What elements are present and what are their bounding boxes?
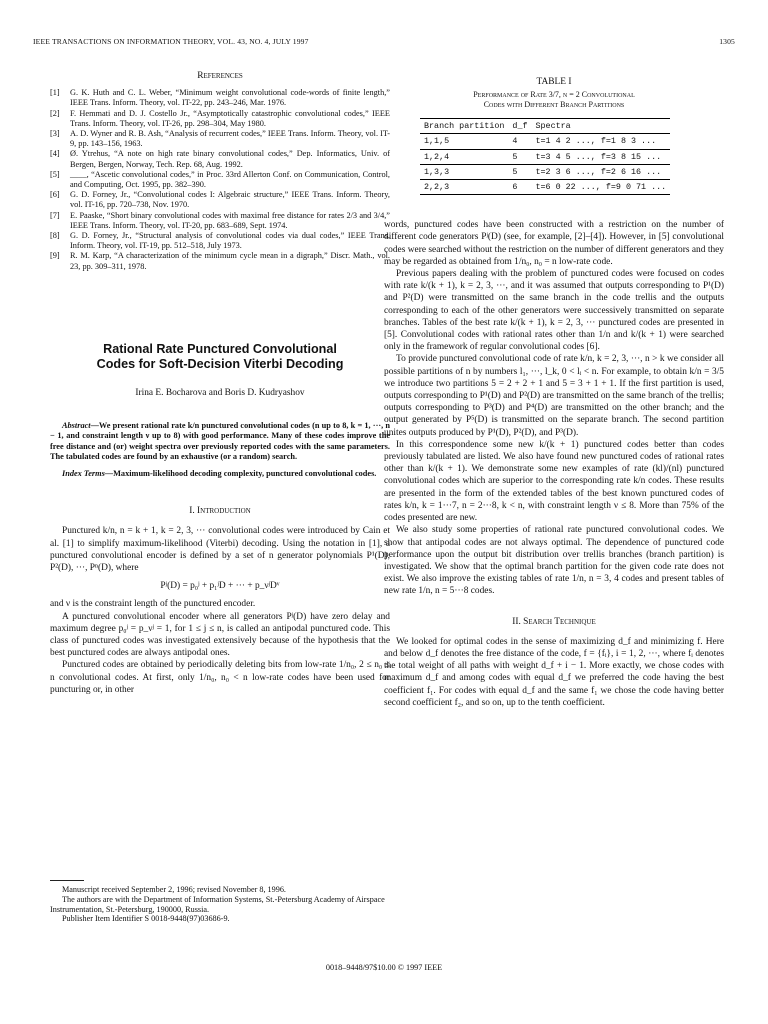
table-header: d_f [508, 119, 531, 134]
reference-item: [9] R. M. Karp, “A characterization of the minimum cycle mean in a digraph,” Discr. Math., vol. 23, pp. 309–311, 1978. [50, 251, 390, 271]
footnote: Manuscript received September 2, 1996; revised November 8, 1996. The authors are with the Department of Information Systems, St.-Petersburg Academy of Airspace Instrumentation, St.-Petersburg, 190000, Russia. Publisher Item Identifier S 0018-9448(97)03686-9. [50, 885, 385, 924]
footnote-rule [50, 880, 84, 881]
index-terms: Index Terms—Maximum-likelihood decoding complexity, punctured convolutional codes. [62, 468, 377, 478]
intro-paragraph: and ν is the constraint length of the punctured encoder. [50, 599, 256, 610]
table-header: Spectra [532, 119, 671, 134]
reference-item: [1] G. K. Huth and C. L. Weber, “Minimum weight convolutional code-words of finite length,” IEEE Trans. Inform. Theory, vol. IT-22, pp. 243–246, Mar. 1976. [50, 88, 390, 108]
table-label: TABLE I [536, 77, 572, 87]
article-title: Rational Rate Punctured Convolutional Codes for Soft-Decision Viterbi Decoding [96, 341, 344, 372]
reference-item: [6] G. D. Forney, Jr., “Convolutional codes I: Algebraic structure,” IEEE Trans. Inform. Theory, vol. IT-16, pp. 720–738, Nov. 1970. [50, 190, 390, 210]
intro-paragraph: Punctured codes are obtained by periodically deleting bits from low-rate 1/n₀, 2 ≤ n₀ ≤ n convolutional codes. At first, only 1/n₀, n₀ < n low-rate codes have been used for puncturing or, in other [50, 660, 390, 695]
table-row: 1,2,4 5 t=3 4 5 ..., f=3 8 15 ... [420, 149, 670, 164]
body-paragraph: To provide punctured convolutional code of rate k/n, k = 2, 3, ···, n > k we consider all possible partitions of n by numbers l₁, ···, l_k, 0 < lᵢ < n. For example, to obtain k/n = 3/5 we introduce two partitions 5 = 2 + 2 + 1 and 5 = 3 + 1 + 1. If the first partition is used, outputs corresponding to P¹(D) and P²(D) are transmitted on the same branch of the trellis; outputs corresponding to P³(D) and P⁴(D) are transmitted on the other branch; and the output generated by P⁵(D) is transmitted on the separate branch. The second partition unites outputs produced by P¹(D), P²(D), and P³(D). [384, 354, 724, 438]
table-header: Branch partition [420, 119, 508, 134]
performance-table [420, 118, 670, 195]
body-paragraph: We looked for optimal codes in the sense of maximizing d_f and minimizing f. Here and below d_f denotes the free distance of the code, f = {fᵢ}, i = 1, 2, ···, where fᵢ denotes the total weight of all paths with weight d_f + i − 1. More exactly, we chose codes with maximum d_f and among codes with equal d_f we preferred the code having the best coefficient f₁. For codes with equal d_f and the same f₁ we chose the code having better second coefficient f₂, and so on, up to the tenth coefficient. [384, 636, 724, 708]
abstract: Abstract—We present rational rate k/n punctured convolutional codes (n up to 8, k = 1, ···, n − 1, and constraint length ν up to 8) with good performance. Many of these codes improve the free distance and (or) weight spectra over previously reported codes with the same parameters. The tabulated codes are found by an exhaustive (or a random) search. [50, 421, 390, 462]
intro-paragraph: Punctured k/n, n = k + 1, k = 2, 3, ··· convolutional codes were introduced by Cain et al. [1] to simplify maximum-likelihood (Viterbi) decoding. Using the notation in [1], a punctured convolutional encoder is defined by a set of n generator polynomials P¹(D), P²(D), ···, Pⁿ(D), where [50, 526, 390, 573]
authors: Irina E. Bocharova and Boris D. Kudryashov [135, 387, 305, 398]
body-paragraph: Previous papers dealing with the problem of punctured codes were focused on codes with rate k/(k + 1), k = 2, 3, ···, and it was assumed that outputs corresponding to P¹(D) and P²(D) were transmitted on the same branch in the code trellis and the outputs corresponding to each of the other generators were successively transmitted on separate branches. Tables of the best rate k/(k + 1), k = 2, 3, ··· punctured codes are presented in [5]. Convolutional codes with rational rates other than 1/n and k/(k + 1) were searched only in the framework of regular convolutional codes [6]. [384, 269, 724, 353]
right-column [384, 76, 724, 709]
body-paragraph: In this correspondence some new k/(k + 1) punctured codes better than codes previously tabulated are listed. We also have found new punctured codes of rational rates other than k/(k + 1). We demonstrate some new examples of rate (kl)/(nl) punctured convolutional codes which are superior to the corresponding rate k/n codes. These results are presented in the form of the extended tables of the best known punctured codes of rates k/n, k = 1···7, n = 2···8, k < n, with constraint length ν ≤ 8. More than 75% of the codes presented are new. [384, 439, 724, 524]
table-1 [384, 76, 724, 195]
equation: Pʲ(D) = p₀ʲ + p₁ʲD + ··· + p_νʲDᵛ [160, 581, 280, 592]
right-body [384, 219, 724, 709]
reference-item: [4] Ø. Ytrehus, “A note on high rate binary convolutional codes,” Dep. Informatics, Univ. of Bergen, Bergen, Norway, Tech. Rep. 68, Aug. 1992. [50, 149, 390, 169]
table-row: 1,1,5 4 t=1 4 2 ..., f=1 8 3 ... [420, 134, 670, 149]
journal-header: IEEE TRANSACTIONS ON INFORMATION THEORY, VOL. 43, NO. 4, JULY 1997 [33, 37, 309, 46]
reference-item: [8] G. D. Forney, Jr., “Structural analysis of convolutional codes via dual codes,” IEEE Trans. Inform. Theory, vol. IT-19, pp. 512–518, July 1973. [50, 231, 390, 251]
reference-item: [3] A. D. Wyner and R. B. Ash, “Analysis of recurrent codes,” IEEE Trans. Inform. Theory, vol. IT-9, pp. 143–156, 1963. [50, 129, 390, 149]
reference-item: [2] F. Hemmati and D. J. Costello Jr., “Asymptotically catastrophic convolutional codes,” IEEE Trans. Inform. Theory, vol. IT-26, pp. 298–304, May 1980. [50, 108, 390, 128]
running-header [33, 37, 735, 46]
body-paragraph: We also study some properties of rational rate punctured convolutional codes. We show that antipodal codes are not always optimal. The dependence of punctured code performance upon the output bit distribution over trellis branches (branch partition) is investigated. We show that the optimal branch partition for the given code rate does not exist. We also improve the existing tables of rate 1/n, n = 3, 4 codes and present tables of new rate 1/n, n = 5···8 codes. [384, 525, 724, 597]
reference-list [50, 88, 390, 272]
body-paragraph: words, punctured codes have been constructed with a restriction on the number of different code generators Pʲ(D) (see, for example, [2]–[4]). However, in [5] convolutional codes were searched without the restriction on the number of different generators and they may be regarded as obtained from 1/n₀, n₀ = n low-rate code. [384, 220, 724, 267]
references-heading: References [197, 71, 243, 81]
page-footer: 0018–9448/97$10.00 © 1997 IEEE [325, 963, 443, 972]
section-heading-introduction: I. Introduction [189, 506, 251, 517]
left-column [50, 70, 390, 696]
reference-item: [7] E. Paaske, “Short binary convolutional codes with maximal free distance for rates 2/3 and 3/4,” IEEE Trans. Inform. Theory, vol. IT-20, pp. 683–689, Sept. 1974. [50, 210, 390, 230]
intro-paragraph: A punctured convolutional encoder where all generators Pʲ(D) have zero delay and maximum degree p₀ʲ = p_νʲ = 1, for 1 ≤ j ≤ n, is called an antipodal punctured code. This class of punctured codes was investigated extensively because of the hypothesis that the best punctured codes are always antipodal ones. [50, 611, 390, 659]
table-row: 1,3,3 5 t=2 3 6 ..., f=2 6 16 ... [420, 164, 670, 179]
page-number: 1305 [719, 37, 735, 46]
section-heading-search: II. Search Technique [512, 616, 596, 627]
table-row: 2,2,3 6 t=6 0 22 ..., f=9 0 71 ... [420, 180, 670, 195]
reference-item: [5] ____, “Ascetic convolutional codes,” in Proc. 33rd Allerton Conf. on Communication, Control, and Computing, Oct. 1995, pp. 382–390. [50, 169, 390, 190]
table-caption: Performance of Rate 3/7, ν = 2 Convolutional Codes with Different Branch Partitions [473, 90, 635, 110]
